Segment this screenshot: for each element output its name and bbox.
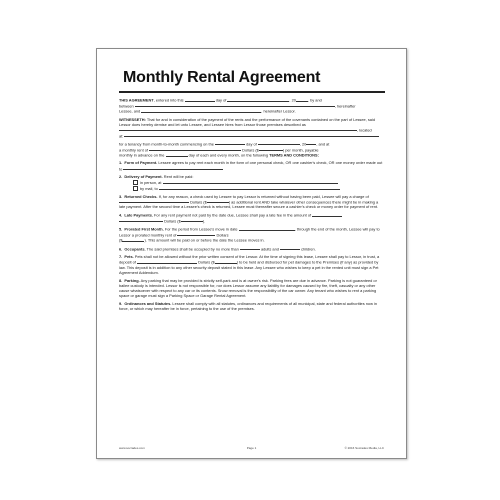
blank-children[interactable] — [280, 246, 300, 251]
option-label: by mail, to — [140, 185, 158, 191]
section-text: For the period from Lessee's move in date — [163, 226, 238, 232]
intro-text: day of — [215, 97, 227, 103]
section-heading: 8. Parking. — [119, 277, 140, 283]
blank-address[interactable] — [124, 133, 379, 138]
section-heading: 6. Occupants. — [119, 246, 146, 252]
witness-text: , located — [357, 127, 372, 133]
blank-late-fee-words-cont[interactable] — [119, 218, 163, 223]
section-pets — [119, 254, 385, 275]
section-text: ($ — [119, 238, 123, 244]
blank-start-day[interactable] — [215, 141, 245, 146]
blank-due-day[interactable] — [166, 152, 188, 157]
section-heading: 7. Pets. — [119, 254, 134, 260]
section-text: Dollars ($ — [198, 259, 215, 265]
blank-prorated-words[interactable] — [177, 232, 215, 237]
blank-lessee-name[interactable] — [135, 103, 335, 108]
blank-premises[interactable] — [119, 127, 357, 132]
tenancy-text: day of — [246, 141, 257, 147]
section-text: Any parking that may be provided is strictly self-park and is at owner's risk. Parking fees are due in advance. Parking is not guaranteed or bailee custody is intended. Lessor is not responsible for, nor does Lessor assume any liability for damages caused by fire, theft, casualty or any other cause whatsoever with respect to any car or its contents. Snow removal is the responsibility of the car owner. Any tenant who wishes to rent a parking space or garage must sign a Parking Space or Garage Rental Agreement. — [119, 277, 378, 298]
rental-agreement-page — [96, 48, 407, 459]
blank-lessor-name[interactable] — [141, 108, 261, 113]
section-form-of-payment — [119, 160, 385, 171]
blank-late-fee[interactable] — [181, 218, 203, 223]
blank-adults[interactable] — [240, 246, 260, 251]
blank-year[interactable] — [296, 97, 308, 102]
tenancy-text: for a tenancy from month-to-month commencing on the — [119, 141, 214, 147]
intro-text: between — [119, 103, 134, 109]
footer-website: www.socrades.com — [119, 446, 145, 450]
intro-text: , hereinafter — [334, 103, 356, 109]
footer-copyright: © 2016 Socrades Media, LLC — [344, 446, 384, 450]
section-parking — [119, 278, 385, 298]
intro-text: , 20 — [289, 97, 296, 103]
section-delivery-of-payment — [119, 174, 385, 191]
section-heading: 4. Late Payments. — [119, 212, 153, 218]
tenancy-text: a monthly rent of — [119, 147, 148, 153]
blank-month[interactable] — [227, 97, 289, 102]
section-heading: 3. Returned Checks. — [119, 193, 158, 199]
section-text: The said premises shall be occupied by no more than — [145, 246, 239, 252]
delivery-option-in-person[interactable] — [119, 180, 338, 185]
intro-text: , hereinafter Lessor. — [261, 108, 296, 114]
witness-lead: WITNESSETH: — [119, 116, 146, 122]
witness-text: at: — [119, 133, 124, 139]
checkbox-in-person[interactable] — [133, 180, 138, 185]
intro-text: Lessee, and — [119, 108, 141, 114]
section-text: children. — [301, 246, 316, 252]
intro-text: , entered into this — [153, 97, 184, 103]
blank-rent-amount[interactable] — [259, 147, 283, 152]
section-heading: 2. Delivery of Payment. — [119, 173, 163, 179]
section-text: Pets shall not be allowed without the prior written consent of the Lessor. At the time of signing this lease, Lessee shall pay to Lessor, in trust, a deposit of — [119, 254, 381, 265]
blank-payee[interactable] — [123, 166, 223, 171]
agreement-body — [119, 97, 385, 313]
blank-start-year[interactable] — [306, 141, 316, 146]
tenancy-text: monthly in advance on the — [119, 152, 165, 158]
section-text: Lessee shall comply with all statutes, ordinances and requirements of all municipal, state and federal authorities now in force, or which may hereafter be in force, pertaining to the use of the premises. — [119, 300, 379, 311]
section-text: adults and — [260, 246, 279, 252]
section-text: Rent will be paid: — [162, 173, 194, 179]
blank-rent-words[interactable] — [149, 147, 241, 152]
blank-late-fee-words[interactable] — [312, 212, 342, 217]
intro-text: , by and — [307, 97, 322, 103]
blank-day[interactable] — [185, 97, 215, 102]
section-text: ). This amount will be paid on or before the date the Lessee moves in. — [144, 238, 265, 244]
blank-mail-address[interactable] — [159, 185, 340, 190]
section-text: ) as additional rent AND take whatever other consequences there might be in making a late payment. After the second time a Lessee's check is returned, Lessee must thereafter secure a cashier's check or money order for payment of rent. — [119, 199, 380, 210]
section-text: , through the end of the month, Lessee will pay to Lessor a prorated monthly rent of — [119, 226, 381, 238]
tenancy-paragraph — [119, 141, 385, 158]
section-text: Dollars ($ — [190, 199, 207, 205]
section-late-payments: 4. Late Payments. For any rent payment not paid by the date due, Lessee shall pay a late fee in the amount of Dollars ($ ). — [119, 212, 385, 223]
blank-pet-deposit[interactable] — [215, 259, 237, 264]
section-text: Lessee agrees to pay rent each month in the form of one personal check, OR one cashier's check, OR one money order made out to — [119, 160, 384, 172]
section-heading: 1. Form of Payment. — [119, 160, 158, 166]
tenancy-text: Dollars ($ — [242, 147, 259, 153]
blank-prorated-rent[interactable] — [122, 237, 144, 242]
blank-payment-location[interactable] — [163, 179, 338, 184]
terms-heading: TERMS AND CONDITIONS: — [269, 152, 319, 158]
section-returned-checks — [119, 194, 385, 210]
section-prorated-first-month — [119, 226, 385, 243]
title-divider — [119, 91, 385, 93]
section-ordinances-and-statutes — [119, 301, 385, 311]
section-text: ) to be held and disbursed for pet damages to the Premises (if any) as provided by law. This deposit is in addition to any other security deposit stated in this lease. Any Lessee who wishes to keep a pet in the rented unit must sign a Pet Agreement Addendum. — [119, 259, 380, 275]
section-text: For any rent payment not paid by the date due, Lessee shall pay a late fee in the amount of — [152, 212, 312, 218]
section-occupants — [119, 246, 385, 252]
blank-pet-deposit-words[interactable] — [137, 259, 197, 264]
section-text: Dollars — [216, 232, 229, 238]
witness-text: That for and in consideration of the payment of the rents and the performance of the covenants contained on the part of Lessee, said Lessor does hereby demise and let unto Lessee, and Lessee hires from Lessor those premises described as — [119, 116, 377, 127]
document-title: Monthly Rental Agreement — [123, 69, 321, 86]
section-text: Dollars ($ — [164, 218, 181, 224]
blank-returned-charge-words[interactable] — [119, 199, 189, 204]
witness-paragraph — [119, 117, 385, 139]
checkbox-by-mail[interactable] — [133, 186, 138, 191]
section-heading: 9. Ordinances and Statutes. — [119, 300, 172, 306]
blank-start-month[interactable] — [258, 141, 300, 146]
section-heading: 5. Prorated First Month. — [119, 226, 164, 232]
page-number: Page 1 — [246, 446, 257, 450]
section-text: If, for any reason, a check used by Lessee to pay Lessor is returned without having been paid, Lessee will pay a charge of — [157, 193, 369, 199]
blank-move-in-date[interactable] — [239, 226, 295, 231]
option-label: in person, at — [140, 179, 162, 185]
tenancy-text: , 20 — [299, 141, 307, 147]
intro-lead: THIS AGREEMENT — [119, 97, 154, 103]
tenancy-text: ) per month, payable — [282, 147, 319, 153]
intro-paragraph — [119, 97, 385, 114]
tenancy-text: day of each and every month, on the following — [188, 152, 268, 158]
delivery-option-by-mail[interactable] — [119, 186, 340, 191]
blank-returned-charge[interactable] — [207, 199, 229, 204]
tenancy-text: , and at — [316, 141, 330, 147]
